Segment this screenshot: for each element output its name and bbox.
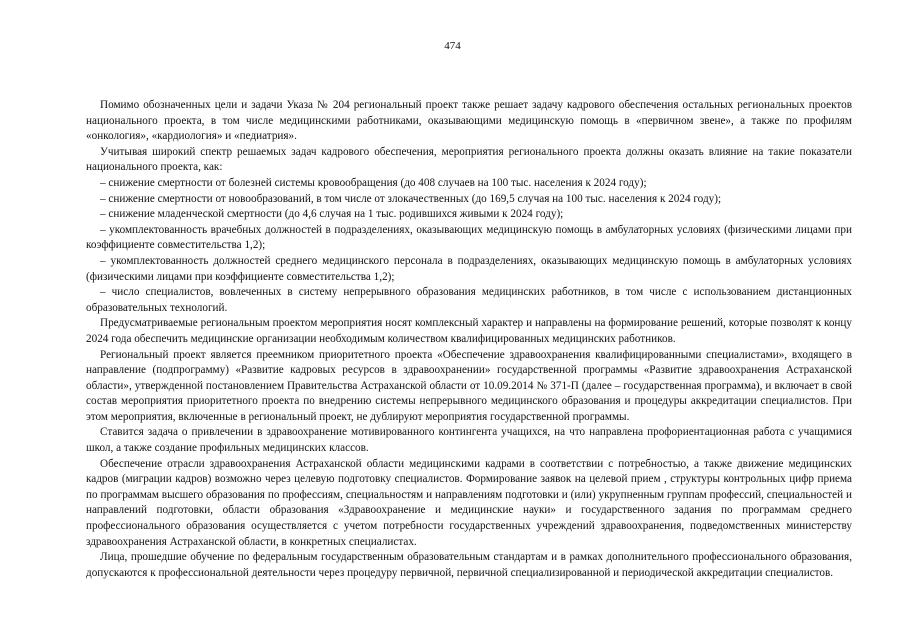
list-item-nurse-staffing: – укомплектованность должностей среднего медицинского персонала в подразделениях, оказывающих медицинскую помощь в амбулаторных условиях (физическими лицами при коэффициенте совместительства 1,2); xyxy=(86,254,852,283)
paragraph-career-guidance: Ставится задача о привлечении в здравоохранение мотивированного контингента учащихся, на что направлена профориентационная работа с учащимися школ, а также создание профильных медицинских классов. xyxy=(86,426,852,455)
list-item-continuing-education: – число специалистов, вовлеченных в систему непрерывного образования медицинских работников, в том числе с использованием дистанционных образовательных технологий. xyxy=(86,286,852,314)
page-number: 474 xyxy=(444,40,461,52)
paragraph-planned-measures: Предусматриваемые региональным проектом мероприятия носят комплексный характер и направлены на формирование решений, которые позволят к концу 2024 года обеспечить медицинские организации необходимым количеством квалифицированных медицинских работников. xyxy=(86,317,852,345)
paragraph-goals: Помимо обозначенных цели и задачи Указа № 204 региональный проект также решает задачу кадрового обеспечения остальных региональных проектов национального проекта, в том числе медицинскими работниками, оказывающими медицинскую помощь в «первичном звене», а также по профилям «онкология», «кардиология» и «педиатрия». xyxy=(86,99,852,143)
paragraph-targeted-training: Обеспечение отрасли здравоохранения Астраханской области медицинскими кадрами в соответствии с потребностью, а также движение медицинских кадров (миграции кадров) возможно через целевую подготовку специалистов. Формирование заявок на целевой прием , структуры контрольных цифр приема по программам высшего образования по профессиям, специальностям и направлениям подготовки и (или) укрупненным группам профессий, специальностей и направлений подготовки, области образования «Здравоохранение и медицинские науки» и государственного задания по программам среднего профессионального образования осуществляется с учетом потребности государственных учреждений здравоохранения, подведомственных министерству здравоохранения Астраханской области, в конкретных специалистах. xyxy=(86,457,852,548)
list-item-neoplasm-mortality: – снижение смертности от новообразований, в том числе от злокачественных (до 169,5 случая на 100 тыс. населения к 2024 году); xyxy=(100,192,722,205)
paragraph-indicators-intro: Учитывая широкий спектр решаемых задач кадрового обеспечения, мероприятия регионального проекта должны оказать влияние на такие показатели национального проекта, как: xyxy=(86,145,852,174)
list-item-cardiovascular-mortality: – снижение смертности от болезней системы кровообращения (до 408 случаев на 100 тыс. населения к 2024 году); xyxy=(100,176,647,189)
paragraph-successor-project: Региональный проект является преемником приоритетного проекта «Обеспечение здравоохранения квалифицированными специалистами», входящего в направление (подпрограмму) «Развитие кадровых ресурсов в здравоохранении» государственной программы «Развитие здравоохранения Астраханской области», утвержденной постановлением Правительства Астраханской области от 10.09.2014 № 371-П (далее – государственная программа), и включает в свой состав мероприятия приоритетного проекта по внедрению системы непрерывного медицинского образования и процедуры аккредитации специалистов. При этом мероприятия, включенные в региональный проект, не дублируют мероприятия государственной программы. xyxy=(86,348,852,423)
document-body xyxy=(86,98,852,581)
list-item-infant-mortality: – снижение младенческой смертности (до 4,6 случая на 1 тыс. родившихся живыми к 2024 году); xyxy=(100,208,564,221)
paragraph-accreditation: Лица, прошедшие обучение по федеральным государственным образовательным стандартам и в рамках дополнительного профессионального образования, допускаются к профессиональной деятельности через процедуру первичной, первичной специализированной и периодической аккредитации специалистов. xyxy=(86,551,852,579)
list-item-physician-staffing: – укомплектованность врачебных должностей в подразделениях, оказывающих медицинскую помощь в амбулаторных условиях (физическими лицами при коэффициенте совместительства 1,2); xyxy=(86,223,852,252)
